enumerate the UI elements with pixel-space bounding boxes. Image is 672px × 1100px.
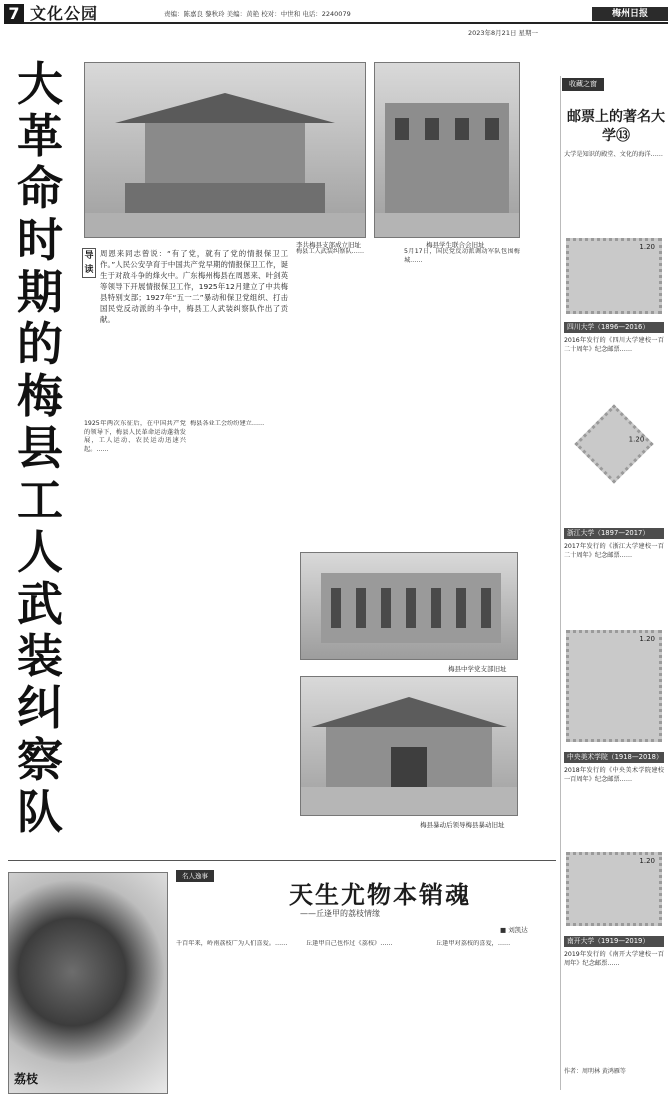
page-header <box>4 4 668 24</box>
sidebar-item-text: 2019年发行的《南开大学建校一百周年》纪念邮票…… <box>564 951 664 967</box>
sidebar-item-text: 2017年发行的《浙江大学建校一百二十周年》纪念邮票…… <box>564 543 664 559</box>
photo-caption: 李共梅县支部成立旧址 <box>296 241 361 249</box>
colonnade-illustration <box>301 553 517 659</box>
sidebar-item-heading: 浙江大学（1897—2017） <box>564 528 664 539</box>
bottom-article-title: 天生尤物本销魂 <box>289 880 471 909</box>
stamp-value: 1.20 <box>639 857 655 865</box>
stamp-image <box>566 238 662 314</box>
sidebar-item-heading: 中央美术学院（1918—2018） <box>564 752 664 763</box>
sidebar-item-heading: 南开大学（1919—2019） <box>564 936 664 947</box>
article-column: 千百年来，岭南荔枝广为人们喜爱。…… <box>176 940 288 947</box>
stamp-value: 1.20 <box>639 635 655 643</box>
divider <box>8 860 556 861</box>
article-author: ■ 刘凯达 <box>500 926 528 934</box>
sidebar-item-heading: 四川大学（1896—2016） <box>564 322 664 333</box>
article-column: 梅县工人武装纠察队…… <box>296 248 365 255</box>
article-column: 丘逢甲对荔枝的喜爱，…… <box>436 940 511 947</box>
stamp-image <box>566 852 662 926</box>
category-tag: 名人逸事 <box>176 870 214 882</box>
photo-school-building <box>374 62 520 238</box>
article-column: 1925年两次东征后，在中国共产党的领导下，梅县人民革命运动蓬勃发展，工人运动、农民运动迅速兴起。…… <box>84 420 186 453</box>
article-column: 丘逢甲自己也作过《荔枝》…… <box>306 940 393 947</box>
pagoda-illustration <box>85 63 365 237</box>
lychee-photo <box>8 872 168 1094</box>
lead-marker: 导读 <box>82 248 96 278</box>
photo-caption: 梅县中学党支部旧址 <box>448 665 507 673</box>
sidebar-tag: 收藏之窗 <box>562 78 604 91</box>
newspaper-logo: 梅州日报 <box>592 7 668 21</box>
photo-colonnade-building <box>300 552 518 660</box>
article-column: 5月17日，国民党反动派调动军队包围梅城…… <box>404 248 520 264</box>
stamp-value: 1.20 <box>628 435 645 444</box>
sidebar-item-text: 2016年发行的《四川大学建校一百二十周年》纪念邮票…… <box>564 337 664 353</box>
stamp-image <box>566 630 662 742</box>
sidebar-intro: 大学是知识的殿堂、文化的海洋…… <box>564 151 663 158</box>
temple-illustration <box>301 677 517 815</box>
photo-old-building <box>84 62 366 238</box>
main-article-title: 大革命时期的梅县工人武装纠察队 <box>17 57 63 839</box>
photo-caption: 荔枝 <box>14 1072 39 1086</box>
issue-date: 2023年8月21日 星期一 <box>468 29 539 37</box>
article-column: 梅县各业工会纷纷建立…… <box>190 420 265 427</box>
section-title: 文化公园 <box>30 4 99 23</box>
editor-credits: 责编：陈嘉良 黎秋玲 美编：黄艳 校对：中世和 电话：2240079 <box>164 10 351 18</box>
page-number: 7 <box>4 4 24 24</box>
stamp-value: 1.20 <box>639 243 655 251</box>
sidebar-item-text: 2018年发行的《中央美术学院建校一百周年》纪念邮票…… <box>564 767 664 783</box>
photo-temple-building <box>300 676 518 816</box>
photo-caption: 梅县暴动后领导梅县暴动旧址 <box>420 821 505 829</box>
sidebar-title: 邮票上的著名大学⑬ <box>567 109 665 144</box>
photo-caption: 梅县学生联合会旧址 <box>426 241 485 249</box>
article-lead: 周恩来同志曾说：“有了党，就有了党的情报保卫工作。”人民公安孕育于中国共产党早期的情报保卫工作，诞生于对敌斗争的烽火中。广东梅州梅县在周恩来、叶剑英等领导下开展情报保卫工作，1925年12月建立了中共梅县特别支部；1927年“五一二”暴动和保卫党组织、打击国民党反动派的斗争中，梅县工人武装纠察队作出了贡献。 <box>100 249 288 324</box>
bottom-article-subtitle: ——丘逢甲的荔枝情缘 <box>300 909 380 918</box>
building-illustration <box>375 63 519 237</box>
sidebar-author: 作者：周明林 黄鸿雁等 <box>564 1068 626 1075</box>
